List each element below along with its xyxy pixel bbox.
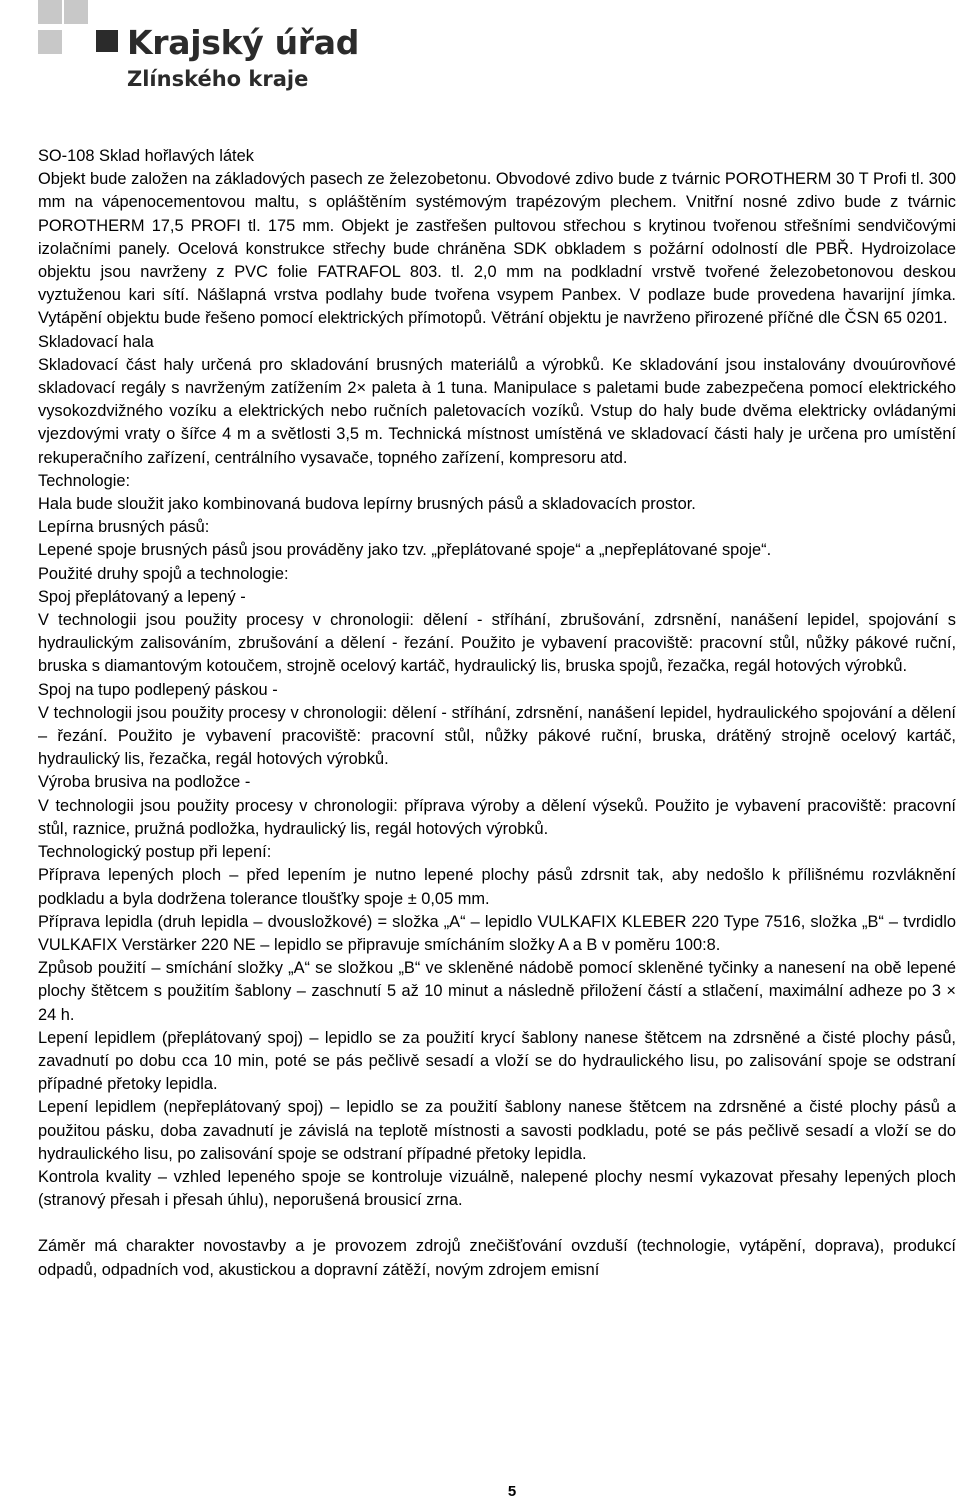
- logo-square-grey-2: [64, 0, 88, 24]
- paragraph: Záměr má charakter novostavby a je provozem zdrojů znečišťování ovzduší (technologie, vytápění, doprava), produkcí odpadů, odpadních vod, akustickou a dopravní zátěží, novým zdrojem emisní: [38, 1237, 956, 1279]
- paragraph: Hala bude sloužit jako kombinovaná budova lepírny brusných pásů a skladovacích prostor.: [38, 495, 696, 514]
- paragraph-spacer: [38, 1212, 956, 1235]
- subsection-heading: Technologie:: [38, 471, 131, 490]
- paragraph: Objekt bude založen na základových pasech ze železobetonu. Obvodové zdivo bude z tvárnic POROTHERM 30 T Profi tl. 300 mm na vápenocementovou maltu, s opláštěním systémovým trapézovým plechem. Vnitřní nosné zdivo bude z tvárnic POROTHERM 17,5 PROFI tl. 175 mm. Objekt je zastřešen pultovou střechou s krytinou tvořenou střešními sendvičovými izolačními panely. Ocelová konstrukce střechy bude chráněna SDK obkladem s požární odolností dle PBŘ. Hydroizolace objektu jsou navrženy z PVC folie FATRAFOL 803. tl. 2,0 mm na podkladní vrstvě tvořené železobetonovou deskou vyztuženou kari sítí. Nášlapná vrstva podlahy bude tvořena vsypem Panbex. V podlaze bude provedena havarijní jímka. Vytápění objektu bude řešeno pomocí elektrických přímotopů. Větrání objektu je navrženo přirozené příčné dle ČSN 65 0201.: [38, 170, 956, 328]
- logo-subtitle: Zlínského kraje: [127, 67, 309, 91]
- paragraph: V technologii jsou použity procesy v chronologii: dělení - stříhání, zdrsnění, nanášení lepidel, hydraulického spojování a dělení – řezání. Použito je vybavení pracoviště: pracovní stůl, nůžky pákové ruční, bruska, drátěný strojně ocelový kartáč, hydraulický lis, řezačka, regál hotových výrobků.: [38, 703, 956, 769]
- paragraph: Lepení lepidlem (přeplátovaný spoj) – lepidlo se za použití krycí šablony nanese štětcem na zdrsněné a čisté plochy pásů, zavadnutí po dobu cca 10 min, poté se pás pečlivě sesadí a vloží se do hydraulického lisu, po zalisování spoje se odstraní případné přetoky lepidla.: [38, 1028, 956, 1094]
- paragraph: Lepené spoje brusných pásů jsou prováděny jako tzv. „přeplátované spoje“ a „nepřeplátované spoje“.: [38, 541, 772, 560]
- subsection-heading: Skladovací hala: [38, 332, 154, 351]
- page-number: 5: [507, 1483, 517, 1500]
- subsection-heading: Technologický postup při lepení:: [38, 843, 272, 862]
- paragraph: Způsob použití – smíchání složky „A“ se složkou „B“ ve skleněné nádobě pomocí skleněné tyčinky a nanesení na obě lepené plochy štětcem s použitím šablony – zaschnutí 5 až 10 minut a následně přiložení částí a stlačení, maximální adheze po 3 × 24 h.: [38, 959, 956, 1024]
- logo-title: Krajský úřad: [127, 23, 360, 62]
- logo-square-grey-1: [38, 0, 62, 24]
- paragraph: Skladovací část haly určená pro skladování brusných materiálů a výrobků. Ke skladování jsou instalovány dvouúrovňové skladovací regály s navrženým zatížením 2× paleta à 1 tuna. Manipulace s paletami bude zabezpečena pomocí elektrického vysokozdvižného vozíku a elektrických nebo ručních paletovacích vozíků. Vstup do haly bude dvěma elektricky ovládanými vjezdovými vraty o šířce 4 m a světlosti 3,5 m. Technická místnost umístěná ve skladovací části haly je určena pro umístění rekuperačního zařízení, centrálního vysavače, topného zařízení, kompresoru atd.: [38, 355, 956, 467]
- paragraph: Lepení lepidlem (nepřeplátovaný spoj) – lepidlo se za použití šablony nanese štětcem na zdrsněné a čisté plochy pásů a použitou pásku, doba zavadnutí je závislá na teplotě místnosti a savosti podkladu, poté se pás pečlivě sesadí a vloží se do hydraulického lisu, po zalisování spoje se odstraní případné přetoky lepidla.: [38, 1098, 956, 1163]
- paragraph: Příprava lepidla (druh lepidla – dvousložkové) = složka „A“ – lepidlo VULKAFIX KLEBER 220 Type 7516, složka „B“ – tvrdidlo VULKAFIX Verstärker 220 NE – lepidlo se připravuje smícháním složky A a B v poměru 100:8.: [38, 912, 956, 954]
- section-heading: SO-108 Sklad hořlavých látek: [38, 147, 254, 165]
- paragraph: Příprava lepených ploch – před lepením je nutno lepené plochy pásů zdrsnit tak, aby nedošlo k přílišnému rozvláknění podkladu a byla dodržena tolerance tloušťky spoje ± 0,05 mm.: [38, 866, 956, 908]
- document-body: [38, 145, 956, 1282]
- subsection-heading: Lepírna brusných pásů:: [38, 518, 210, 537]
- paragraph: Kontrola kvality – vzhled lepeného spoje se kontroluje vizuálně, nalepené plochy nesmí vykazovat přesahy lepených ploch (stranový přesah i přesah úhlu), neporušená brousicí zrna.: [38, 1167, 956, 1210]
- logo-square-grey-3: [38, 30, 62, 54]
- subsection-heading: Použité druhy spojů a technologie:: [38, 564, 289, 583]
- paragraph: V technologii jsou použity procesy v chronologii: dělení - stříhání, zbrušování, zdrsnění, nanášení lepidel, spojování s hydraulickým zalisováním, zbrušování a dělení - řezání. Použito je vybavení pracoviště: pracovní stůl, nůžky pákové ruční, bruska s diamantovým kotoučem, strojně ocelový kartáč, hydraulický lis, bruska spojů, řezačka, regál hotových výrobků.: [38, 611, 956, 676]
- list-heading: Výroba brusiva na podložce -: [38, 773, 251, 792]
- list-heading: Spoj na tupo podlepený páskou -: [38, 680, 278, 699]
- list-heading: Spoj přeplátovaný a lepený -: [38, 587, 246, 606]
- paragraph: V technologii jsou použity procesy v chronologii: příprava výroby a dělení výseků. Použito je vybavení pracoviště: pracovní stůl, raznice, pružná podložka, hydraulický lis, regál hotových výrobků.: [38, 796, 956, 838]
- logo-square-dark: [96, 30, 118, 52]
